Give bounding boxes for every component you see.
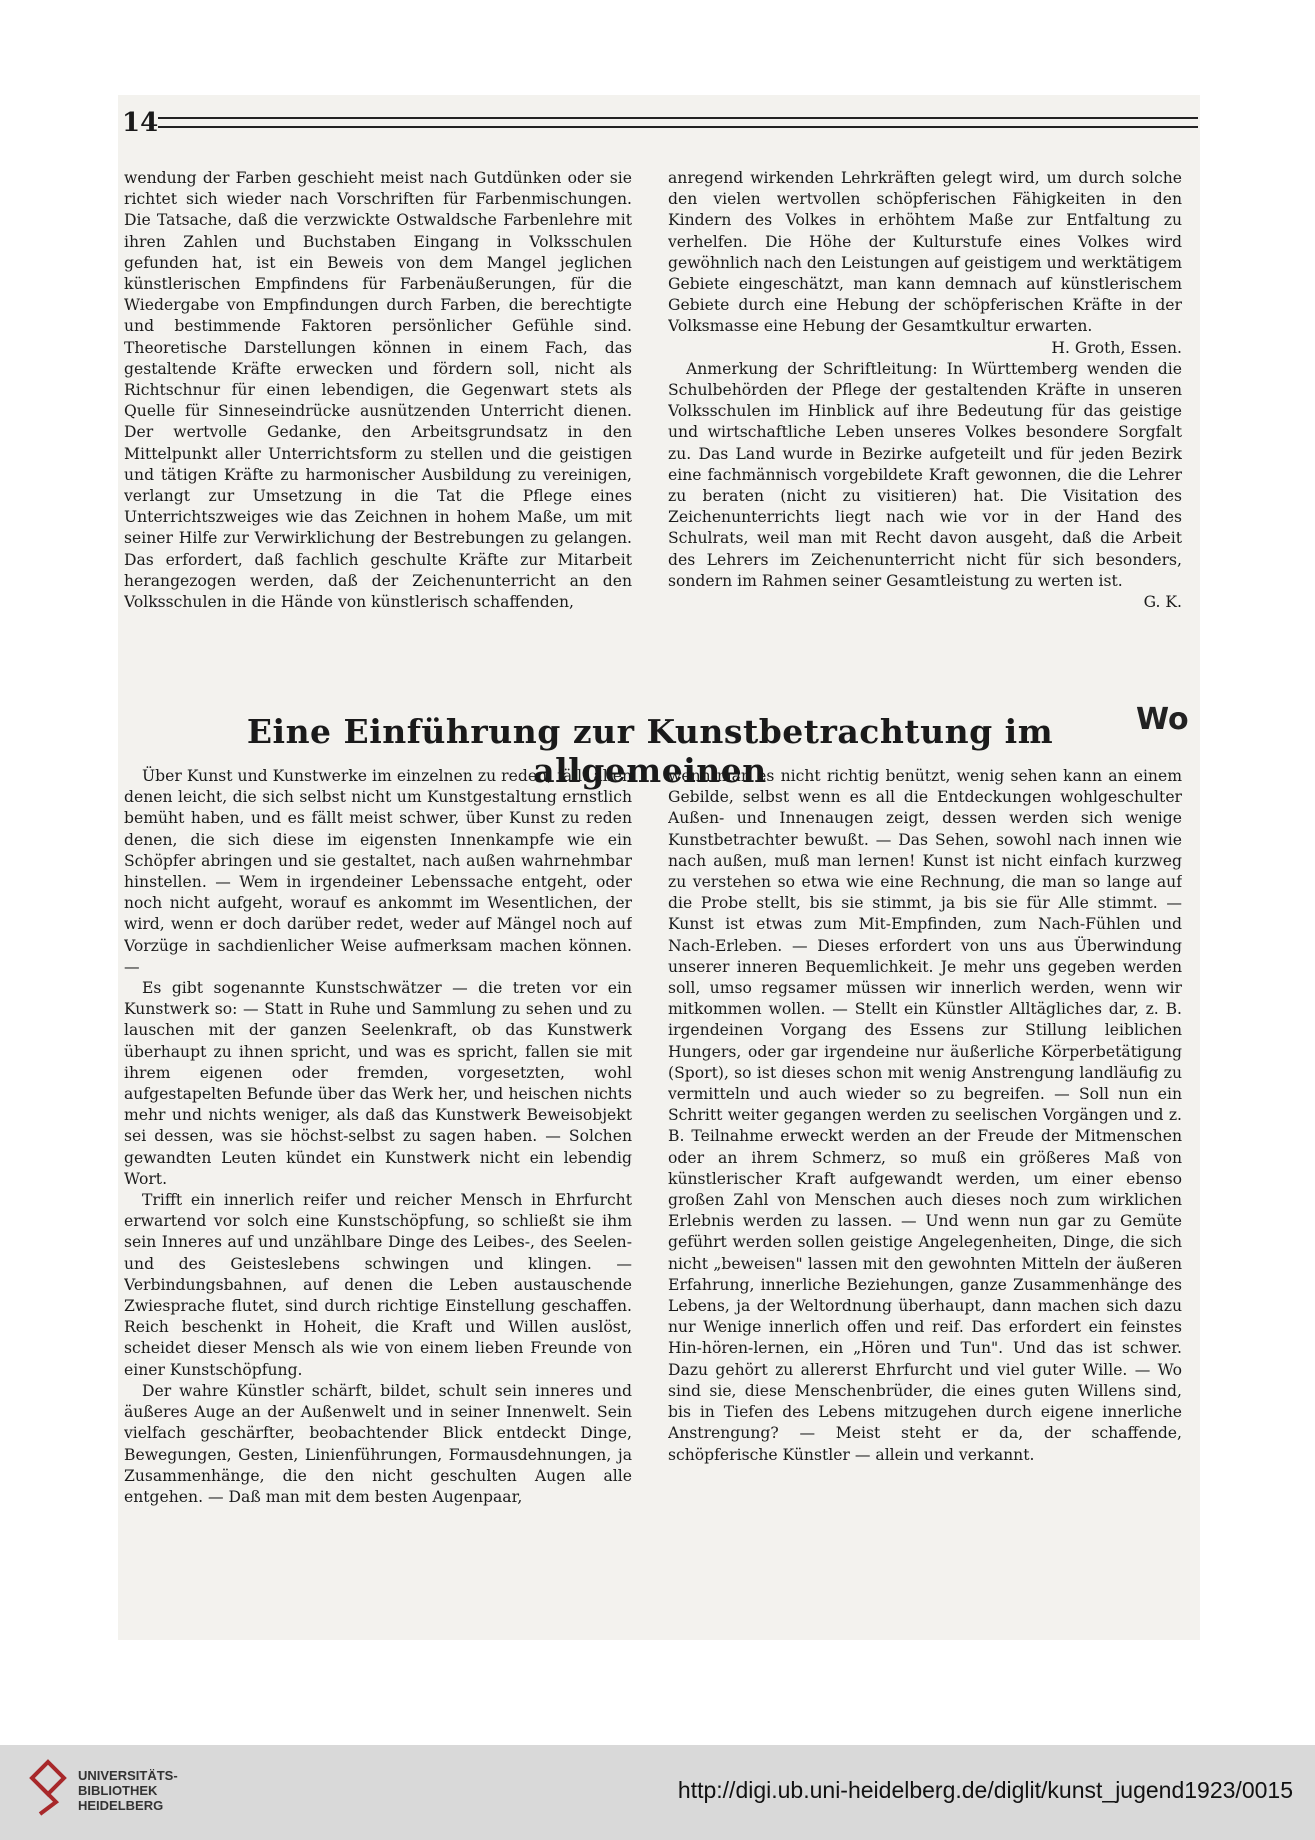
paragraph: anregend wirkenden Lehrkräften gelegt wird, um durch solche den vielen wertvollen schöpferischen Fähigkeiten in den Kindern des Volkes in erhöhtem Maße zur Entfaltung zu verhelfen. Die Höhe der Kulturstufe eines Volkes wird gewöhnlich nach den Leistungen auf geistigem und werktätigem Gebiete eingeschätzt, man kann demnach auf künstlerischem Gebiete durch eine Hebung der schöpferischen Kräfte in der Volksmasse eine Hebung der Gesamtkultur erwarten. xyxy=(668,169,1182,336)
permalink-url[interactable]: http://digi.ub.uni-heidelberg.de/diglit/kunst_jugend1923/0015 xyxy=(677,1777,1293,1803)
editorial-note: Anmerkung der Schriftleitung: In Württemberg wenden die Schulbehörden der Pflege der gestaltenden Kräfte in unseren Volksschulen im Hinblick auf ihre Bedeutung für das geistige und wirtschaftliche Leben unseres Volkes besondere Sorgfalt zu. Das Land wurde in Bezirke aufgeteilt und für jeden Bezirk eine fachmännisch vorgebildete Kraft gewonnen, die die Lehrer zu beraten (nicht zu visitieren) hat. Die Visitation des Zeichenunterrichts liegt nach wie vor in der Hand des Schulrats, weil man mit Recht davon ausgeht, daß die Arbeit des Lehrers im Zeichenunterricht nicht für sich besonders, sondern im Rahmen seiner Gesamtleistung zu werten ist. xyxy=(668,359,1182,590)
library-line: UNIVERSITÄTS- xyxy=(78,1768,178,1783)
paragraph: Trifft ein innerlich reifer und reicher Mensch in Ehrfurcht erwartend vor solch eine Kunstschöpfung, so schließt sie ihm sein Inneres auf und unzählbare Dinge des Leibes-, des Seelen- und des Geisteslebens schwingen und klingen. — Verbindungsbahnen, auf denen die Leben austauschende Zwiesprache flutet, sind durch richtige Einstellung geschaffen. Reich beschenkt in Hoheit, die Kraft und Willen auslöst, scheidet dieser Mensch als wie von einem lieben Freunde von einer Kunstschöpfung. xyxy=(124,1191,632,1379)
library-line: BIBLIOTHEK xyxy=(78,1783,158,1798)
library-logo-icon xyxy=(28,1758,68,1816)
article-title: Eine Einführung zur Kunstbetrachtung im allgemeinen xyxy=(246,712,1054,790)
library-line: HEIDELBERG xyxy=(78,1798,164,1813)
paragraph: wenn man es nicht richtig benützt, wenig sehen kann an einem Gebilde, selbst wenn es all die Entdeckungen wohlgeschulter Außen- und Innenaugen zeigt, dessen werden sich wenige Kunstbetrachter bewußt. — Das Sehen, sowohl nach innen wie nach außen, muß man lernen! Kunst ist nicht einfach kurzweg zu verstehen so etwa wie eine Rechnung, die man so lange auf die Probe stellt, bis sie stimmt, ja bis sie für Alle stimmt. — Kunst ist etwas zum Mit-Empfinden, zum Nach-Fühlen und Nach-Erleben. — Dieses erfordert von uns aus Überwindung unserer inneren Bequemlichkeit. Je mehr uns gegeben werden soll, umso regsamer müssen wir innerlich werden, wenn wir mitkommen wollen. — Stellt ein Künstler Alltägliches dar, z. B. irgendeinen Vorgang des Essens zur Stillung leiblichen Hungers, oder gar irgendeine nur äußerliche Körperbetätigung (Sport), so ist dieses schon mit wenig Anstrengung landläufig zu vermitteln und auch wieder so zu begreifen. — Soll nun ein Schritt weiter gegangen werden zu seelischen Vorgängen und z. B. Teilnahme erweckt werden an der Freude der Mitmenschen oder an ihrem Schmerz, so muß ein größeres Maß von künstlerischer Kraft aufgewandt werden, um einer ebenso großen Zahl von Menschen auch dieses noch zum wirklichen Erlebnis werden zu lassen. — Und wenn nun gar zu Gemüte geführt werden sollen geistige Angelegenheiten, Dinge, die sich nicht „beweisen" lassen mit den gewohnten Mitteln der äußeren Erfahrung, innerliche Beziehungen, ganze Zusammenhänge des Lebens, ja der Weltordnung überhaupt, dann machen sich dazu nur Wenige innerlich offen und reif. Das erfordert ein feinstes Hin-hören-lernen, ein „Hören und Tun". Und das ist schwer. Dazu gehört zu allererst Ehrfurcht und viel guter Wille. — Wo sind sie, diese Menschenbrüder, die eines guten Willens sind, bis in Tiefen des Lebens mitzugehen durch eigene innerliche Anstrengung? — Meist steht er da, der schaffende, schöpferische Künstler — allein und verkannt. xyxy=(668,767,1182,1464)
author-signature: H. Groth, Essen. xyxy=(1051,338,1182,357)
header-rule xyxy=(158,117,1198,128)
note-signature: G. K. xyxy=(1143,593,1182,612)
page-number: 14 xyxy=(122,108,159,138)
handwritten-mark: Wo xyxy=(1136,702,1189,737)
paragraph: wendung der Farben geschieht meist nach Gutdünken oder sie richtet sich wieder nach Vorschriften für Farbenmischungen. Die Tatsache, daß die verzwickte Ostwaldsche Farbenlehre mit ihren Zahlen und Buchstaben Eingang in Volksschulen gefunden hat, ist ein Beweis von dem Mangel jeglichen künstlerischen Empfindens für Farbenäußerungen, für die Wiedergabe von Empfindungen durch Farben, die berechtigte und bestimmende Faktoren persönlicher Gefühle sind. Theoretische Darstellungen können in einem Fach, das gestaltende Kräfte erwecken und fördern soll, nicht als Richtschnur für einen lebendigen, die Gegenwart stets als Quelle für Sinneseindrücke ausnützenden Unterricht dienen. Der wertvolle Gedanke, den Arbeitsgrundsatz in den Mittelpunkt aller Unterrichtsform zu stellen und die geistigen und tätigen Kräfte zu harmonischer Ausbildung zu vereinigen, verlangt zur Umsetzung in die Tat die Pflege eines Unterrichtszweiges wie das Zeichnen in hohem Maße, um mit seiner Hilfe zur Verwirklichung der Bestrebungen zu gelangen. Das erfordert, daß fachlich geschulte Kräfte zur Mitarbeit herangezogen werden, daß der Zeichenunterricht an den Volksschulen in die Hände von künstlerisch schaffenden, xyxy=(124,169,632,612)
article-right-column xyxy=(668,766,1182,1616)
paragraph: Über Kunst und Kunstwerke im einzelnen zu reden, fällt allen denen leicht, die sich selbst nicht um Kunstgestaltung ernstlich bemüht haben, und es fällt meist schwer, über Kunst zu reden denen, die sich diese im eigensten Innenkampfe wie ein Schöpfer abringen und sie gestaltet, nach außen wahrnehmbar hinstellen. — Wem in irgendeiner Lebenssache entgeht, oder noch nicht aufgeht, worauf es ankommt im Wesentlichen, der wird, wenn er doch darüber redet, weder auf Mängel noch auf Vorzüge in sachdienlicher Weise aufmerksam machen können. — xyxy=(124,767,632,976)
library-name xyxy=(78,1768,178,1813)
paragraph: Der wahre Künstler schärft, bildet, schult sein inneres und äußeres Auge an der Außenwelt und in seiner Innenwelt. Sein vielfach geschärfter, beobachtender Blick entdeckt Dinge, Bewegungen, Gesten, Linienführungen, Formausdehnungen, ja Zusammenhänge, die den nicht geschulten Augen alle entgehen. — Daß man mit dem besten Augenpaar, xyxy=(124,1381,632,1506)
top-left-column xyxy=(124,168,632,686)
top-right-column xyxy=(668,168,1182,686)
article-left-column xyxy=(124,766,632,1616)
paragraph: Es gibt sogenannte Kunstschwätzer — die treten vor ein Kunstwerk so: — Statt in Ruhe und Sammlung zu sehen und zu lauschen mit der ganzen Seelenkraft, ob das Kunstwerk überhaupt zu ihnen spricht, und was es spricht, fallen sie mit ihrem eigenen oder fremden, vorgesetzten, wohl aufgestapelten Befunde über das Werk her, und heischen nichts mehr und nichts weniger, als daß das Kunstwerk Beweisobjekt sei dessen, was sie höchst-selbst zu sagen haben. — Solchen gewandten Leuten kündet ein Kunstwerk nicht ein lebendig Wort. xyxy=(124,979,632,1188)
